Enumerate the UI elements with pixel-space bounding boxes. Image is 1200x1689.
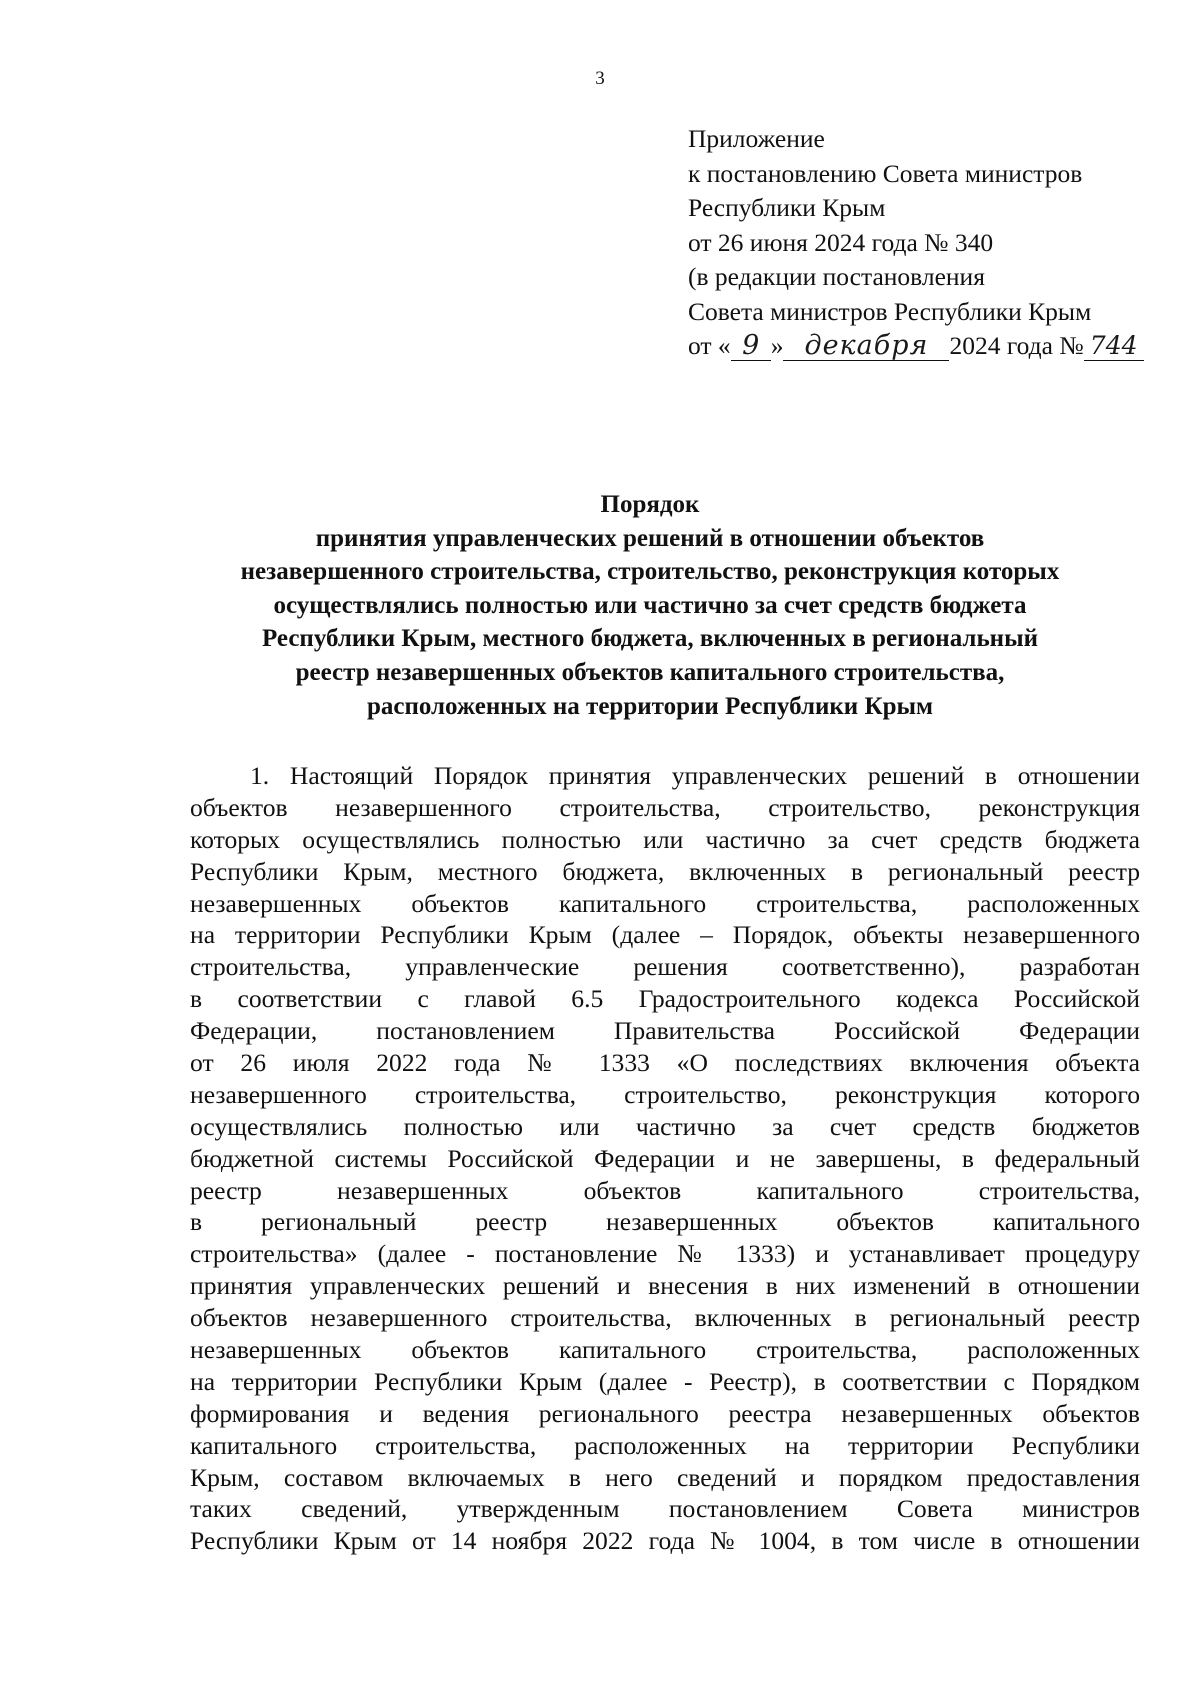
- paragraph-line: реестр незавершенных объектов капитального строительства,: [190, 1175, 1140, 1205]
- date-prefix: от «: [688, 331, 731, 360]
- paragraph-line: объектов незавершенного строительства, включенных в региональный реестр: [190, 1303, 1140, 1333]
- page-number: 3: [595, 68, 605, 89]
- appendix-line: Совета министров Республики Крым: [688, 296, 1092, 326]
- handwritten-month: декабря: [783, 332, 949, 361]
- handwritten-day: 9: [731, 332, 771, 361]
- paragraph-line: на территории Республики Крым (далее - Реестр), в соответствии с Порядком: [190, 1366, 1140, 1396]
- paragraph-line: от 26 июля 2022 года № 1333 «О последствиях включения объекта: [190, 1048, 1140, 1078]
- paragraph-line: незавершенного строительства, строительство, реконструкция которого: [190, 1079, 1140, 1109]
- paragraph-line: таких сведений, утвержденным постановлением Совета министров: [190, 1494, 1140, 1524]
- paragraph-line: незавершенных объектов капитального строительства, расположенных: [190, 1335, 1140, 1365]
- appendix-line: к постановлению Совета министров: [688, 158, 1083, 188]
- title-line: принятия управленческих решений в отношении объектов: [315, 524, 985, 552]
- title-line: расположенных на территории Республики Крым: [366, 692, 934, 720]
- paragraph-1: [190, 760, 1140, 1557]
- paragraph-line: в соответствии с главой 6.5 Градостроительного кодекса Российской: [190, 984, 1140, 1014]
- paragraph-line: Крым, составом включаемых в него сведений и порядком предоставления: [190, 1462, 1140, 1492]
- paragraph-line: Республики Крым, местного бюджета, включенных в региональный реестр: [190, 856, 1140, 886]
- appendix-line: от 26 июня 2024 года № 340: [688, 227, 994, 257]
- title-line: реестр незавершенных объектов капитального строительства,: [295, 658, 1005, 686]
- paragraph-line: на территории Республики Крым (далее – Порядок, объекты незавершенного: [190, 920, 1140, 950]
- paragraph-line: незавершенных объектов капитального строительства, расположенных: [190, 888, 1140, 918]
- paragraph-line: 1. Настоящий Порядок принятия управленческих решений в отношении: [250, 761, 1140, 790]
- paragraph-line: формирования и ведения регионального реестра незавершенных объектов: [190, 1398, 1140, 1428]
- appendix-line: Приложение: [688, 124, 825, 153]
- paragraph-line: капитального строительства, расположенных на территории Республики: [190, 1430, 1140, 1460]
- paragraph-line: Федерации, постановлением Правительства Российской Федерации: [190, 1016, 1140, 1046]
- appendix-header: [688, 122, 1144, 364]
- handwritten-number: 744: [1084, 332, 1144, 361]
- date-year: 2024 года №: [949, 331, 1084, 360]
- paragraph-line: принятия управленческих решений и внесения в них изменений в отношении: [190, 1271, 1140, 1301]
- appendix-date-line: [688, 329, 1144, 364]
- paragraph-line: осуществлялись полностью или частично за счет средств бюджетов: [190, 1111, 1140, 1141]
- title-line: Республики Крым, местного бюджета, включенных в региональный: [261, 625, 1038, 653]
- appendix-line: Республики Крым: [688, 193, 886, 222]
- title-line: осуществлялись полностью или частично за счет средств бюджета: [273, 591, 1027, 619]
- title-line: Порядок: [600, 491, 700, 518]
- paragraph-line: Республики Крым от 14 ноября 2022 года № 1004, в том числе в отношении: [190, 1526, 1140, 1556]
- appendix-line: (в редакции постановления: [688, 262, 985, 291]
- paragraph-line: в региональный реестр незавершенных объектов капитального: [190, 1207, 1140, 1237]
- date-quote: »: [770, 331, 784, 360]
- paragraph-line: которых осуществлялись полностью или частично за счет средств бюджета: [190, 824, 1140, 854]
- paragraph-line: бюджетной системы Российской Федерации и не завершены, в федеральный: [190, 1143, 1140, 1173]
- paragraph-line: объектов незавершенного строительства, строительство, реконструкция: [190, 792, 1140, 822]
- title-line: незавершенного строительства, строительство, реконструкция которых: [240, 558, 1060, 586]
- paragraph-line: строительства» (далее - постановление № 1333) и устанавливает процедуру: [190, 1239, 1140, 1269]
- paragraph-line: строительства, управленческие решения соответственно), разработан: [190, 952, 1140, 982]
- document-title: [150, 488, 1150, 723]
